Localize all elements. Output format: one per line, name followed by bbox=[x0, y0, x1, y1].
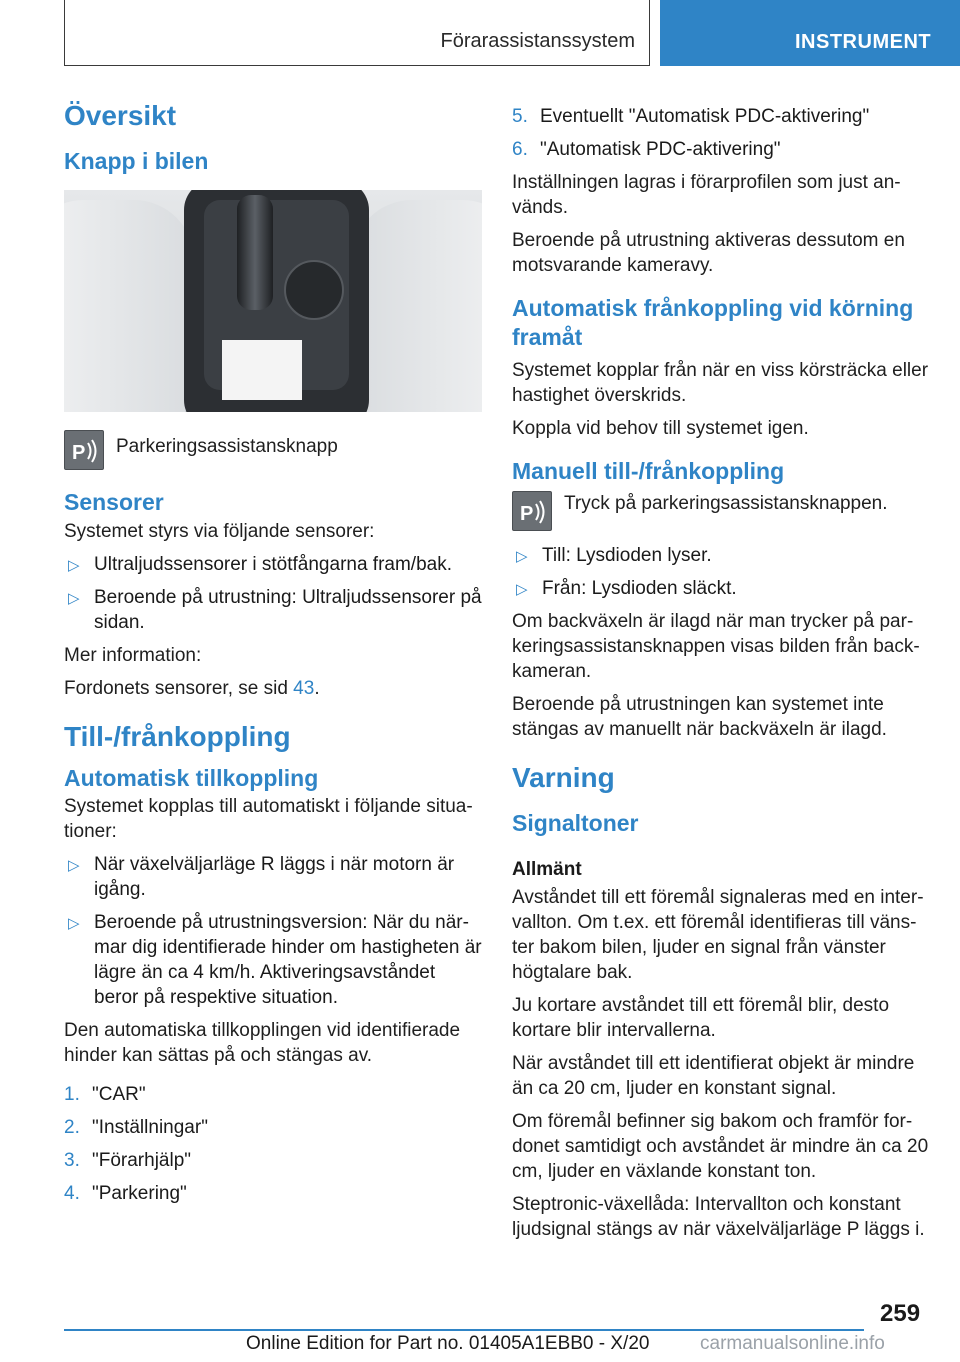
sensorer-intro: Systemet styrs via följande sensorer: bbox=[64, 520, 375, 542]
controller-dial bbox=[284, 260, 344, 320]
paragraph: Steptronic-växellåda: Intervallton och konstant ljudsignal stängs av när växelväljarläge P läggs i. bbox=[512, 1193, 925, 1240]
parking-assist-icon bbox=[64, 430, 104, 470]
list-item: 3. "Förarhjälp" bbox=[64, 1150, 192, 1172]
page-number: 259 bbox=[880, 1300, 921, 1327]
heading-manuell: Manuell till-/frånkoppling bbox=[512, 457, 785, 484]
list-item: ▷ Beroende på utrustning: Ultraljudssensorer på sidan. bbox=[68, 586, 482, 633]
auto-intro: Systemet kopplas till automatiskt i följande situa-tioner: bbox=[64, 796, 473, 843]
paragraph: Ju kortare avståndet till ett föremål blir, desto kortare blir intervallerna. bbox=[512, 994, 890, 1041]
paragraph: Beroende på utrustning aktiveras dessutom en motsvarande kameravy. bbox=[512, 230, 905, 276]
paragraph: Beroende på utrustningen kan systemet inte stängas av manuellt när backväxeln är ilagd. bbox=[512, 694, 887, 741]
paragraph: När avståndet till ett identifierat objekt är mindre än ca 20 cm, ljuder en konstant signal. bbox=[512, 1052, 915, 1099]
list-item: ▷ När växelväljarläge R läggs i när motorn är igång. bbox=[68, 854, 455, 901]
manual-button-row bbox=[512, 491, 930, 531]
icon-caption: Parkeringsassistansknapp bbox=[116, 435, 338, 457]
triangle-bullet-icon: ▷ bbox=[516, 581, 528, 599]
header-section-title: Förarassistanssystem bbox=[440, 30, 635, 52]
triangle-bullet-icon: ▷ bbox=[516, 548, 528, 566]
watermark: carmanualsonline.info bbox=[700, 1333, 885, 1354]
parking-button-row bbox=[64, 430, 482, 470]
paragraph: Om backväxeln är ilagd när man trycker på par-keringsassistansknappen visas bilden från back-kameran. bbox=[512, 611, 920, 683]
heading-varning: Varning bbox=[512, 762, 615, 794]
heading-knapp-i-bilen: Knapp i bilen bbox=[64, 148, 209, 174]
paragraph: Koppla vid behov till systemet igen. bbox=[512, 417, 809, 439]
menu-steps-right bbox=[512, 104, 930, 162]
manuell-caption: Tryck på parkeringsassistansknappen. bbox=[564, 493, 888, 515]
manuell-list bbox=[512, 543, 930, 601]
heading-oversikt: Översikt bbox=[64, 100, 177, 131]
list-item: 2. "Inställningar" bbox=[64, 1117, 208, 1139]
list-item: ▷ Från: Lysdioden släckt. bbox=[512, 576, 930, 601]
heading-automatisk-tillkoppling: Automatisk tillkoppling bbox=[64, 764, 319, 791]
page-link[interactable]: 43 bbox=[293, 677, 315, 699]
auto-list bbox=[64, 852, 482, 1010]
paragraph: Avståndet till ett föremål signaleras med en inter-vallton. Om t.ex. ett föremål identifieras till väns-ter bakom bilen, ljuder en signal från vänster högtalare bak. bbox=[512, 886, 924, 983]
gear-selector bbox=[237, 195, 273, 310]
list-item: ▷ Ultraljudssensorer i stötfångarna fram/bak. bbox=[64, 552, 482, 577]
list-item: 5. Eventuellt "Automatisk PDC-aktivering" bbox=[512, 106, 870, 127]
left-column bbox=[64, 98, 482, 1214]
header-chapter bbox=[660, 0, 960, 66]
list-item: ▷ Till: Lysdioden lyser. bbox=[512, 543, 930, 568]
heading-allmant: Allmänt bbox=[512, 859, 582, 880]
triangle-bullet-icon: ▷ bbox=[68, 915, 80, 933]
menu-steps-left bbox=[64, 1082, 482, 1206]
sensor-reference: Fordonets sensorer, se sid 43. bbox=[64, 677, 320, 699]
sensorer-list bbox=[64, 552, 482, 635]
footer-rule bbox=[64, 1329, 864, 1331]
header-section bbox=[64, 0, 650, 66]
triangle-bullet-icon: ▷ bbox=[68, 589, 80, 607]
auto-outro: Den automatiska tillkopplingen vid identifierade hinder kan sättas på och stängas av. bbox=[64, 1020, 461, 1067]
right-column bbox=[512, 104, 930, 1250]
list-item: 6. "Automatisk PDC-aktivering" bbox=[512, 139, 781, 160]
list-item: ▷ Beroende på utrustningsversion: När du när-mar dig identifierade hinder om hastigheten är lägre än ca 4 km/h. Aktiveringsavståndet beror på respektive situation. bbox=[68, 912, 482, 1009]
parking-assist-icon bbox=[512, 491, 552, 531]
triangle-bullet-icon: ▷ bbox=[68, 857, 80, 875]
paragraph: Om föremål befinner sig bakom och framför for-donet samtidigt och avståndet är mindre än ca 20 cm, ljuder en växlande konstant ton. bbox=[512, 1110, 929, 1182]
heading-till-frankoppling: Till-/frånkoppling bbox=[64, 720, 291, 752]
list-item: 1. "CAR" bbox=[64, 1084, 146, 1106]
heading-automatisk-frankoppling: Automatisk frånkoppling vid körning framåt bbox=[512, 295, 914, 350]
paragraph: Systemet kopplar från när en viss körsträcka eller hastighet överskrids. bbox=[512, 359, 929, 406]
svg-text:P: P bbox=[72, 441, 86, 464]
console-photo bbox=[64, 190, 482, 412]
footer-edition: Online Edition for Part no. 01405A1EBB0 - X/20 bbox=[246, 1333, 650, 1354]
heading-signaltoner: Signaltoner bbox=[512, 810, 639, 837]
heading-sensorer: Sensorer bbox=[64, 488, 164, 515]
triangle-bullet-icon: ▷ bbox=[68, 556, 80, 574]
svg-text:P: P bbox=[520, 503, 534, 526]
header-chapter-title: INSTRUMENT bbox=[795, 31, 932, 53]
list-item: 4. "Parkering" bbox=[64, 1183, 187, 1205]
paragraph: Inställningen lagras i förarprofilen som just an-vänds. bbox=[512, 172, 901, 218]
mer-information: Mer information: bbox=[64, 644, 202, 666]
